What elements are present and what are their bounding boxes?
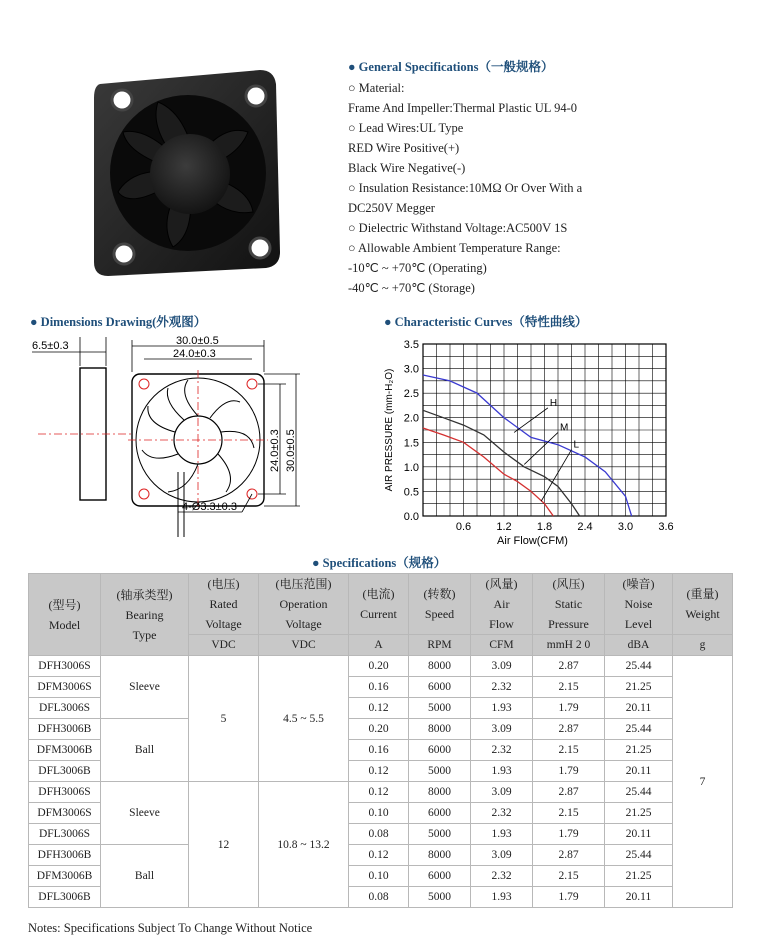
cell-noise: 25.44 <box>605 782 673 803</box>
y-tick-label: 2.5 <box>403 388 419 401</box>
cell-pressure: 2.87 <box>533 719 605 740</box>
unit-noise: dBA <box>605 635 673 656</box>
specs-table-wrap <box>28 573 733 908</box>
series-label-l: L <box>573 439 580 451</box>
y-tick-label: 1.0 <box>403 461 419 474</box>
cell-noise: 21.25 <box>605 803 673 824</box>
header-noise: (噪音) Noise Level <box>605 574 673 635</box>
spec-line: ○ Lead Wires:UL Type <box>348 121 464 135</box>
cell-speed: 6000 <box>409 866 471 887</box>
cell-noise: 20.11 <box>605 761 673 782</box>
cell-air: 2.32 <box>471 803 533 824</box>
y-tick-label: 0.0 <box>403 511 419 523</box>
unit-weight: g <box>673 635 733 656</box>
spec-line: ○ Dielectric Withstand Voltage:AC500V 1S <box>348 221 568 235</box>
cell-pressure: 2.87 <box>533 845 605 866</box>
header-model: (型号) Model <box>29 574 101 656</box>
cell-pressure: 1.79 <box>533 887 605 908</box>
unit-speed: RPM <box>409 635 471 656</box>
cell-current: 0.12 <box>349 782 409 803</box>
y-tick-label: 3.0 <box>403 363 419 376</box>
cell-bearing: Sleeve <box>101 782 189 845</box>
x-axis-label: Air Flow(CFM) <box>497 535 568 547</box>
header-air: (风量) Air Flow <box>471 574 533 635</box>
cell-current: 0.12 <box>349 761 409 782</box>
cell-current: 0.08 <box>349 887 409 908</box>
cell-current: 0.16 <box>349 677 409 698</box>
cell-noise: 20.11 <box>605 698 673 719</box>
spec-line: RED Wire Positive(+) <box>348 141 460 155</box>
header-pressure: (风压) Static Pressure <box>533 574 605 635</box>
y-tick-label: 1.5 <box>403 437 419 450</box>
cell-noise: 20.11 <box>605 824 673 845</box>
spec-line: ○ Insulation Resistance:10MΩ Or Over With a <box>348 181 583 195</box>
cell-air: 2.32 <box>471 740 533 761</box>
cell-current: 0.08 <box>349 824 409 845</box>
cell-voltage: 5 <box>189 656 259 782</box>
cell-speed: 5000 <box>409 698 471 719</box>
cell-air: 1.93 <box>471 824 533 845</box>
cell-current: 0.12 <box>349 845 409 866</box>
cell-noise: 25.44 <box>605 719 673 740</box>
side-thickness-label: 6.5±0.3 <box>32 340 69 352</box>
cell-air: 1.93 <box>471 698 533 719</box>
table-row <box>29 656 733 677</box>
y-tick-label: 0.5 <box>403 486 419 499</box>
cell-speed: 8000 <box>409 782 471 803</box>
cell-model: DFH3006B <box>29 719 101 740</box>
header-voltage: (电压) Rated Voltage <box>189 574 259 635</box>
specs-title: ● Specifications（规格） <box>312 556 447 570</box>
cell-speed: 5000 <box>409 761 471 782</box>
cell-speed: 5000 <box>409 887 471 908</box>
table-row <box>29 782 733 803</box>
cell-noise: 20.11 <box>605 887 673 908</box>
series-line-m <box>423 410 580 516</box>
cell-air: 2.32 <box>471 866 533 887</box>
top-outer-label: 30.0±0.5 <box>176 335 219 347</box>
cell-voltage: 12 <box>189 782 259 908</box>
cell-speed: 8000 <box>409 656 471 677</box>
header-current: (电流) Current <box>349 574 409 635</box>
unit-voltage: VDC <box>189 635 259 656</box>
x-tick-label: 1.2 <box>496 521 512 533</box>
cell-model: DFM3006B <box>29 866 101 887</box>
right-inner-label: 24.0±0.3 <box>269 429 281 472</box>
cell-speed: 6000 <box>409 803 471 824</box>
general-spec-title: ● General Specifications（一般规格） <box>348 60 554 74</box>
cell-model: DFM3006B <box>29 740 101 761</box>
cell-range: 10.8 ~ 13.2 <box>259 782 349 908</box>
cell-pressure: 2.15 <box>533 677 605 698</box>
spec-line: Black Wire Negative(-) <box>348 161 466 175</box>
cell-noise: 25.44 <box>605 656 673 677</box>
characteristic-chart <box>378 332 678 552</box>
cell-model: DFH3006B <box>29 845 101 866</box>
header-weight: (重量) Weight <box>673 574 733 635</box>
cell-pressure: 2.15 <box>533 866 605 887</box>
cell-model: DFH3006S <box>29 656 101 677</box>
curves-title: ● Characteristic Curves（特性曲线） <box>384 315 588 329</box>
cell-bearing: Ball <box>101 845 189 908</box>
x-tick-label: 1.8 <box>536 521 553 533</box>
top-inner-label: 24.0±0.3 <box>173 348 216 360</box>
cell-noise: 21.25 <box>605 677 673 698</box>
x-tick-label: 0.6 <box>455 521 472 533</box>
dimensions-drawing <box>28 332 348 547</box>
x-tick-label: 2.4 <box>577 521 593 533</box>
general-spec-list <box>348 78 582 298</box>
cell-air: 3.09 <box>471 719 533 740</box>
series-label-h: H <box>549 397 558 409</box>
cell-model: DFL3006B <box>29 887 101 908</box>
cell-pressure: 1.79 <box>533 824 605 845</box>
cell-pressure: 1.79 <box>533 698 605 719</box>
series-leader-l <box>541 450 571 502</box>
cell-bearing: Sleeve <box>101 656 189 719</box>
spec-line: ○ Material: <box>348 81 405 95</box>
cell-model: DFM3006S <box>29 803 101 824</box>
cell-speed: 8000 <box>409 845 471 866</box>
cell-current: 0.20 <box>349 656 409 677</box>
cell-model: DFH3006S <box>29 782 101 803</box>
spec-line: Frame And Impeller:Thermal Plastic UL 94-0 <box>348 101 577 115</box>
spec-line: -10℃ ~ +70℃ (Operating) <box>348 261 487 275</box>
cell-speed: 6000 <box>409 740 471 761</box>
cell-pressure: 2.87 <box>533 782 605 803</box>
cell-air: 3.09 <box>471 656 533 677</box>
cell-speed: 6000 <box>409 677 471 698</box>
cell-model: DFL3006S <box>29 824 101 845</box>
cell-current: 0.20 <box>349 719 409 740</box>
hole-label: 4-Ø3.3±0.3 <box>182 501 237 513</box>
cell-pressure: 2.15 <box>533 803 605 824</box>
cell-current: 0.12 <box>349 698 409 719</box>
y-tick-label: 2.0 <box>403 412 419 425</box>
cell-range: 4.5 ~ 5.5 <box>259 656 349 782</box>
cell-bearing: Ball <box>101 719 189 782</box>
cell-air: 2.32 <box>471 677 533 698</box>
cell-model: DFL3006B <box>29 761 101 782</box>
series-leader-m <box>524 432 558 464</box>
cell-noise: 21.25 <box>605 866 673 887</box>
cell-air: 1.93 <box>471 761 533 782</box>
table-row <box>29 719 733 740</box>
y-tick-label: 3.5 <box>403 339 419 351</box>
spec-line: DC250V Megger <box>348 201 435 215</box>
cell-current: 0.16 <box>349 740 409 761</box>
cell-noise: 21.25 <box>605 740 673 761</box>
cell-weight: 7 <box>673 656 733 908</box>
cell-speed: 8000 <box>409 719 471 740</box>
cell-pressure: 2.87 <box>533 656 605 677</box>
cell-pressure: 1.79 <box>533 761 605 782</box>
series-line-h <box>423 375 632 516</box>
y-axis-label: AIR PRESSURE (mm-H₂O) <box>384 368 395 492</box>
x-tick-label: 3.0 <box>617 521 634 533</box>
right-outer-label: 30.0±0.5 <box>285 429 297 472</box>
cell-model: DFL3006S <box>29 698 101 719</box>
specs-table <box>28 573 733 908</box>
spec-line: -40℃ ~ +70℃ (Storage) <box>348 281 475 295</box>
unit-range: VDC <box>259 635 349 656</box>
x-tick-label: 3.6 <box>658 521 674 533</box>
notes: Notes: Specifications Subject To Change Without Notice <box>28 921 313 935</box>
cell-current: 0.10 <box>349 803 409 824</box>
cell-air: 3.09 <box>471 782 533 803</box>
spec-line: ○ Allowable Ambient Temperature Range: <box>348 241 561 255</box>
dimensions-title: ● Dimensions Drawing(外观图） <box>30 315 207 329</box>
cell-model: DFM3006S <box>29 677 101 698</box>
header-speed: (转数) Speed <box>409 574 471 635</box>
cell-speed: 5000 <box>409 824 471 845</box>
fan-photo <box>88 62 288 282</box>
header-bearing: (轴承类型) Bearing Type <box>101 574 189 656</box>
unit-air: CFM <box>471 635 533 656</box>
cell-current: 0.10 <box>349 866 409 887</box>
header-range: (电压范围) Operation Voltage <box>259 574 349 635</box>
cell-pressure: 2.15 <box>533 740 605 761</box>
cell-air: 3.09 <box>471 845 533 866</box>
unit-current: A <box>349 635 409 656</box>
table-row <box>29 845 733 866</box>
unit-pressure: mmH 2 0 <box>533 635 605 656</box>
series-label-m: M <box>560 422 569 434</box>
cell-air: 1.93 <box>471 887 533 908</box>
cell-noise: 25.44 <box>605 845 673 866</box>
